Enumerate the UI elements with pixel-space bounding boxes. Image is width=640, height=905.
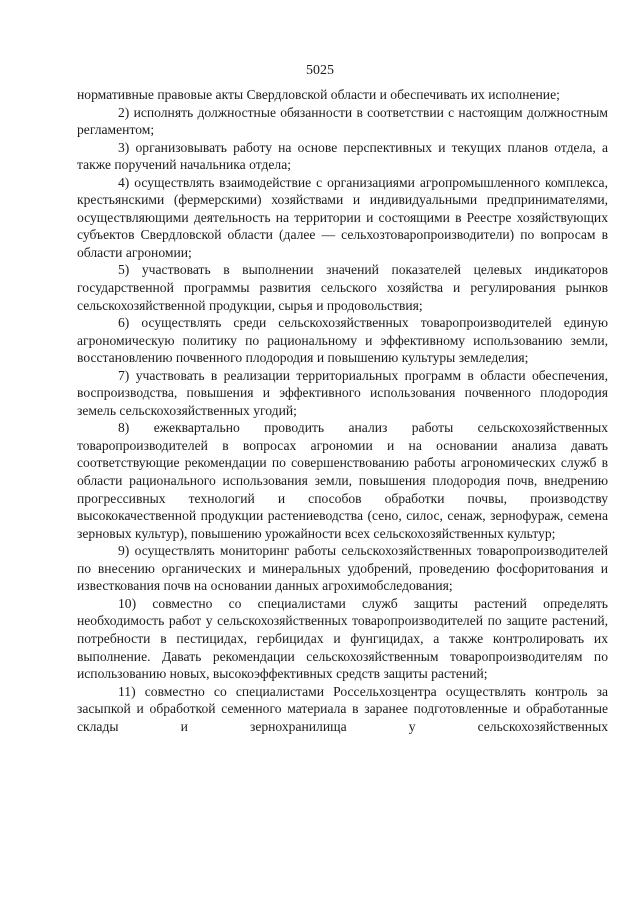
list-item-number: 5) [118,262,130,278]
list-item-text: совместно со специалистами служб защиты растений определять необходимость работ у сельскохозяйственных товаропроизводителей по защите растений, потребности в пестицидах, гербицидах и фунгицидах, а также контролировать их выполнение. Давать рекомендации сельскохозяйственным товаропроизводителям по использованию новых, высокоэффективных средств защиты растений; [77,595,608,682]
list-item-text: ежеквартально проводить анализ работы сельскохозяйственных товаропроизводителей в вопросах агрономии и на основании анализа давать соответствующие рекомендации по совершенствованию работы агрономических служб в области рационального использования земли, повышения плодородия почв, внедрению прогрессивных технологий и способов обработки почвы, производству высококачественной продукции растениеводства (сено, силос, сенаж, зернофураж, семена зерновых культур), повышению урожайности всех сельскохозяйственных культур; [77,420,608,541]
list-item-text: участвовать в выполнении значений показателей целевых индикаторов государственной программы развития сельского хозяйства и регулирования рынков сельскохозяйственной продукции, сырья и продовольствия; [77,262,609,313]
list-item [77,174,608,262]
list-item [77,683,608,736]
list-item-text: осуществлять мониторинг работы сельскохозяйственных товаропроизводителей по внесению органических и минеральных удобрений, проведению фосфоритования и известкования почв на основании данных агрохимобследования; [77,543,608,594]
list-item-number: 4) [118,174,130,190]
list-item [77,542,608,595]
list-item [77,104,608,139]
list-item-text: участвовать в реализации территориальных программ в области обеспечения, воспроизводства, повышения и эффективного использования почвенного плодородия земель сельскохозяйственных угодий; [77,367,608,418]
list-item-number: 3) [118,139,130,155]
list-item-number: 8) [118,420,130,436]
list-item-text: совместно со специалистами Россельхозцентра осуществлять контроль за засыпкой и обработкой семенного материала в заранее подготовленные и обработанные склады и зернохранилища у сельскохозяйственных [77,683,608,734]
list-item-text: осуществлять среди сельскохозяйственных товаропроизводителей единую агрономическую политику по рациональному и эффективному использованию земли, восстановлению почвенного плодородия и повышению культуры земледелия; [77,315,608,366]
list-item [77,261,608,314]
paragraph-continuation [77,86,608,104]
list-item [77,419,608,542]
list-item-number: 9) [118,543,130,559]
document-body [77,86,608,735]
list-item-text: осуществлять взаимодействие с организациями агропромышленного комплекса, крестьянскими (фермерскими) хозяйствами и индивидуальными предпринимателями, осуществляющими деятельность на территории и состоящими в Реестре хозяйствующих субъектов Свердловской области (далее — сельхозтоваропроизводители) по вопросам в области агрономии; [77,174,608,260]
list-item-text: организовывать работу на основе перспективных и текущих планов отдела, а также поручений начальника отдела; [77,139,608,173]
list-item-text: исполнять должностные обязанности в соответствии с настоящим должностным регламентом; [77,104,609,138]
list-item-number: 2) [118,104,130,120]
list-item-number: 7) [118,367,130,383]
list-item [77,595,608,683]
list-item [77,367,608,420]
paragraph-text: нормативные правовые акты Свердловской области и обеспечивать их исполнение; [77,87,560,102]
page-number: 5025 [306,63,334,78]
list-item-number: 11) [118,683,136,699]
list-item-number: 10) [118,595,137,611]
list-item [77,314,608,367]
list-item-number: 6) [118,315,130,331]
list-item [77,139,608,174]
